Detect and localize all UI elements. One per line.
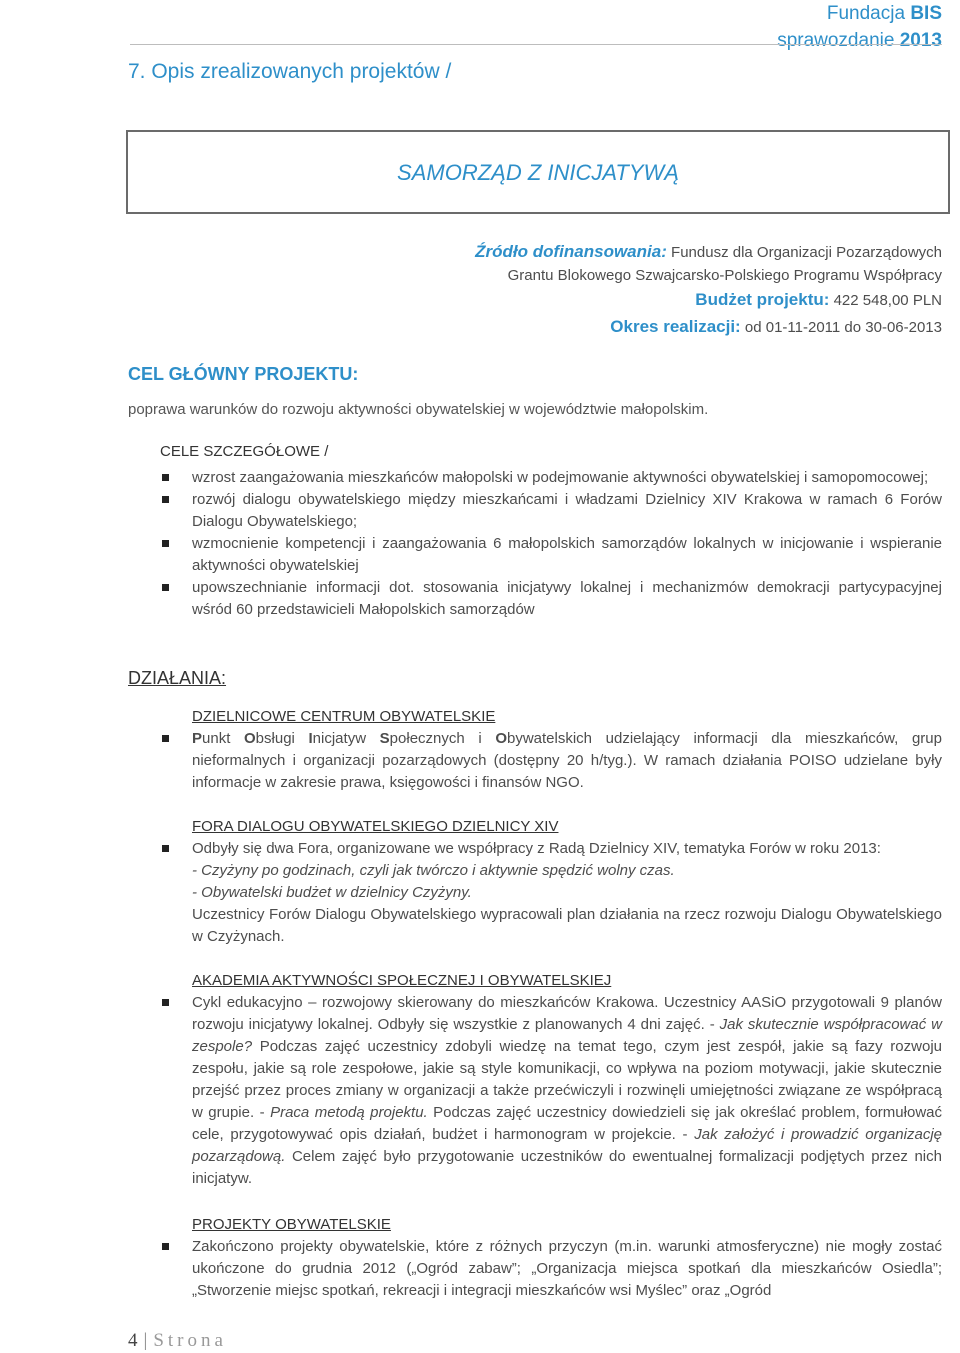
funding-line [475,242,942,262]
activity-title: AKADEMIA AKTYWNOŚCI SPOŁECZNEJ I OBYWATELSKIEJ [192,972,612,989]
initial-letter: P [192,730,203,747]
italic-part: Jak skutecznie współpracować w zespole? [192,1016,942,1055]
funding-value-2: Grantu Blokowego Szwajcarsko-Polskiego Programu Współpracy [507,267,942,284]
activity-dialogue-forums [160,816,942,948]
project-title-box [126,130,950,214]
brand-name: BIS [910,3,942,24]
initial-letter: I [308,730,313,747]
text-part: Podczas zajęć uczestnicy dowiedzieli się jak określać problem, formułować cele, przygotowywać opis działań, budżet i harmonogram w projekcie. - [192,1104,942,1143]
text-part: nicjatyw [312,730,380,747]
activity-title: DZIELNICOWE CENTRUM OBYWATELSKIE [192,708,496,725]
goal-label: CEL GŁÓWNY PROJEKTU: [128,364,359,384]
project-title: SAMORZĄD Z INICJATYWĄ [397,160,679,185]
specific-goals-list [160,467,942,621]
initial-letter: O [244,730,256,747]
activity-body [160,838,942,948]
list-item: wzrost zaangażowania mieszkańców małopolski w podejmowanie aktywności obywatelskiej i samopomocowej; [160,467,942,489]
brand-prefix: Fundacja [826,3,906,24]
section-heading: 7. Opis zrealizowanych projektów / [128,60,452,83]
forum-topic-2: - Obywatelski budżet w dzielnicy Czyżyny. [192,884,472,901]
budget-label: Budżet projektu: [695,290,830,309]
page-separator: | [143,1330,148,1351]
funding-value-1: Fundusz dla Organizacji Pozarządowych [671,244,942,261]
list-item: wzmocnienie kompetencji i zaangażowania 6 małopolskich samorządów lokalnych w inicjowanie i wspieranie aktywności obywatelskiej [160,533,942,577]
activity-title: PROJEKTY OBYWATELSKIE [192,1216,391,1233]
italic-part: Praca metodą projektu. [270,1104,428,1121]
civic-projects-text: Zakończono projekty obywatelskie, które z różnych przyczyn (m.in. warunki atmosferyczne) nie mogły zostać ukończone do grudnia 2012 („Ogród zabaw”; „Organizacja miejsca spotkań dla mieszkańców Osiedla”; „Stworzenie miejsc spotkań, rekreacji i integracji mieszkańców wsi Myślec” oraz „Ogród [192,1238,942,1299]
text-part: bsługi [255,730,309,747]
text-part: unkt [202,730,244,747]
text-part: Cykl edukacyjno – rozwojowy skierowany do mieszkańców Krakowa. Uczestnicy AASiO przygotowali 9 planów rozwoju inicjatywy lokalnej. Odbyły się wszystkie z planowanych 4 dni zajęć. - [192,994,942,1033]
text-part: bywatelskich udzielający informacji dla mieszkańców, grup nieformalnych i organizacji pozarządowych (dostępny 20 h/tyg.). W ramach działania POISO udzielane były informacje w zakresie prawa, księgowości i finansów NGO. [192,730,942,791]
page-number [128,1330,227,1352]
text-part: Celem zajęć było przygotowanie uczestników do ewentualnej formalizacji podjętych przez nich inicjatyw. [192,1148,942,1187]
page-word: Strona [153,1330,227,1351]
forum-intro: Odbyły się dwa Fora, organizowane we współpracy z Radą Dzielnicy XIV, tematyka Forów w roku 2013: [192,840,881,857]
funding-label: Źródło dofinansowania: [475,242,667,261]
activity-body [160,1236,942,1302]
initial-letter: S [379,730,390,747]
funding-line-2 [508,267,942,284]
activity-civic-centre [160,706,942,794]
page-number-value: 4 [128,1330,138,1351]
report-prefix: sprawozdanie [777,30,895,51]
specific-goals-title: CELE SZCZEGÓŁOWE / [160,443,329,460]
activity-title: FORA DIALOGU OBYWATELSKIEGO DZIELNICY XIV [192,818,559,835]
report-year: 2013 [899,30,942,51]
period-label: Okres realizacji: [610,317,741,336]
report-line [777,27,942,54]
activities-label: DZIAŁANIA: [128,668,227,688]
activity-academy [160,970,942,1190]
period-line [610,317,942,337]
initial-letter: O [495,730,507,747]
budget-line [695,290,942,310]
period-value: od 01-11-2011 do 30-06-2013 [744,319,942,336]
list-item: rozwój dialogu obywatelskiego między mieszkańcami i władzami Dzielnicy XIV Krakowa w ramach 6 Forów Dialogu Obywatelskiego; [160,489,942,533]
text-part: Podczas zajęć uczestnicy zdobyli wiedzę na temat tego, czym jest zespół, jakie są fazy rozwoju zespołu, jakie są role zespołowe, jakie są style komunikacji, co wpływa na poziom motywacji, jakie skutecznie przejść przez proces zmiany w organizacji a także przećwiczyli i rozwinęli umiejętności związane ze współpracą w grupie. - [192,1038,942,1121]
brand-line [777,0,942,27]
goal-text: poprawa warunków do rozwoju aktywności obywatelskiej w województwie małopolskim. [128,401,709,418]
activity-civic-projects [160,1214,942,1302]
text-part: połecznych i [389,730,496,747]
list-item: upowszechnianie informacji dot. stosowania inicjatywy lokalnej i mechanizmów demokracji partycypacyjnej wśród 60 przedstawicieli Małopolskich samorządów [160,577,942,621]
activity-body [160,992,942,1190]
activity-body [160,728,942,794]
forum-topic-1: - Czyżyny po godzinach, czyli jak twórczo i aktywnie spędzić wolny czas. [192,862,675,879]
forum-outcome: Uczestnicy Forów Dialogu Obywatelskiego wypracowali plan działania na rzecz rozwoju Dialogu Obywatelskiego w Czyżynach. [192,906,942,945]
header-rule [130,44,942,45]
report-header [777,0,942,54]
italic-part: Jak założyć i prowadzić organizację pozarządową. [192,1126,942,1165]
budget-value: 422 548,00 PLN [833,292,942,309]
